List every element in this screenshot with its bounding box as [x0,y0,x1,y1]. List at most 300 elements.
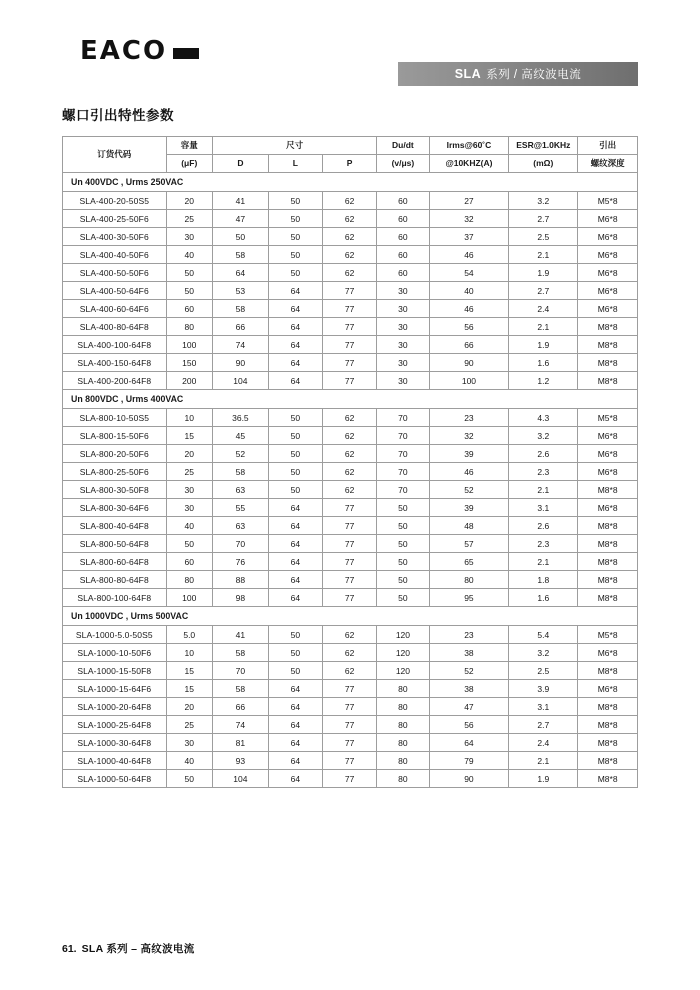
table-cell: M8*8 [578,589,638,607]
table-cell: M8*8 [578,535,638,553]
page-footer [62,941,195,956]
table-cell: 38 [429,644,509,662]
table-cell: 80 [377,752,429,770]
cell-order-code: SLA-800-30-50F8 [63,481,167,499]
table-cell: 60 [166,553,212,571]
table-cell: 62 [323,463,377,481]
logo-text: EACO [80,36,168,66]
table-cell: 50 [268,192,322,210]
header-dudt-unit: (v/μs) [377,155,429,173]
table-cell: M8*8 [578,336,638,354]
table-cell: 4.3 [509,409,578,427]
table-cell: 80 [166,318,212,336]
table-cell: 120 [377,644,429,662]
table-cell: 37 [429,228,509,246]
table-cell: 62 [323,264,377,282]
table-cell: 90 [429,770,509,788]
table-row [63,770,638,788]
cell-order-code: SLA-1000-15-50F8 [63,662,167,680]
table-cell: 2.3 [509,535,578,553]
table-header-row-top [63,137,638,155]
table-cell: 63 [212,481,268,499]
table-cell: 81 [212,734,268,752]
cell-order-code: SLA-800-30-64F6 [63,499,167,517]
table-cell: 66 [212,698,268,716]
table-cell: 2.6 [509,445,578,463]
table-cell: 54 [429,264,509,282]
table-cell: 64 [268,571,322,589]
table-cell: 62 [323,427,377,445]
table-cell: 90 [212,354,268,372]
table-cell: M8*8 [578,372,638,390]
table-cell: 80 [377,716,429,734]
table-cell: 5.0 [166,626,212,644]
table-row [63,517,638,535]
table-cell: 3.1 [509,499,578,517]
cell-order-code: SLA-800-20-50F6 [63,445,167,463]
table-cell: M6*8 [578,445,638,463]
table-cell: 77 [323,752,377,770]
table-cell: 2.1 [509,553,578,571]
cell-order-code: SLA-400-50-50F6 [63,264,167,282]
table-cell: 23 [429,626,509,644]
cell-order-code: SLA-800-40-64F8 [63,517,167,535]
cell-order-code: SLA-400-30-50F6 [63,228,167,246]
table-cell: 77 [323,517,377,535]
table-cell: 65 [429,553,509,571]
logo-bar-icon [173,48,199,59]
table-cell: 47 [429,698,509,716]
header-order-code: 订货代码 [63,137,167,173]
table-cell: 3.2 [509,192,578,210]
table-cell: 50 [268,210,322,228]
table-cell: 50 [268,246,322,264]
table-cell: 5.4 [509,626,578,644]
table-cell: 88 [212,571,268,589]
table-cell: M8*8 [578,354,638,372]
page-header [62,0,638,81]
header-dimensions: 尺寸 [212,137,376,155]
table-cell: 90 [429,354,509,372]
table-cell: 3.2 [509,644,578,662]
table-cell: 62 [323,445,377,463]
header-esr-unit: (mΩ) [509,155,578,173]
table-cell: 64 [268,734,322,752]
table-cell: 64 [268,354,322,372]
table-cell: M6*8 [578,210,638,228]
cell-order-code: SLA-1000-25-64F8 [63,716,167,734]
table-row [63,644,638,662]
table-cell: 2.7 [509,210,578,228]
table-cell: 62 [323,626,377,644]
cell-order-code: SLA-800-60-64F8 [63,553,167,571]
table-cell: 64 [268,680,322,698]
table-cell: 47 [212,210,268,228]
table-cell: 80 [429,571,509,589]
table-cell: 50 [268,644,322,662]
table-header [63,137,638,173]
table-row [63,481,638,499]
table-cell: M8*8 [578,698,638,716]
table-cell: 74 [212,336,268,354]
table-cell: 104 [212,372,268,390]
table-cell: M6*8 [578,499,638,517]
cell-order-code: SLA-800-25-50F6 [63,463,167,481]
table-cell: 30 [166,499,212,517]
table-cell: M8*8 [578,734,638,752]
table-cell: 77 [323,535,377,553]
table-cell: 39 [429,499,509,517]
table-cell: 60 [377,228,429,246]
table-cell: M8*8 [578,517,638,535]
table-cell: 55 [212,499,268,517]
table-cell: 30 [377,282,429,300]
table-cell: 100 [166,336,212,354]
table-cell: 64 [268,300,322,318]
table-cell: 60 [377,192,429,210]
table-cell: 2.4 [509,300,578,318]
table-cell: 1.8 [509,571,578,589]
table-cell: 77 [323,499,377,517]
table-cell: 30 [377,336,429,354]
table-cell: 2.1 [509,318,578,336]
table-cell: 62 [323,228,377,246]
table-cell: 1.6 [509,589,578,607]
table-cell: 25 [166,716,212,734]
table-cell: M6*8 [578,264,638,282]
table-cell: M8*8 [578,770,638,788]
table-cell: 15 [166,427,212,445]
table-cell: 2.3 [509,463,578,481]
table-cell: 10 [166,409,212,427]
table-cell: 52 [429,662,509,680]
table-cell: 20 [166,698,212,716]
cell-order-code: SLA-1000-30-64F8 [63,734,167,752]
table-cell: 50 [166,264,212,282]
table-cell: 64 [268,716,322,734]
table-cell: 64 [268,752,322,770]
table-cell: 58 [212,463,268,481]
cell-order-code: SLA-400-100-64F8 [63,336,167,354]
table-cell: 64 [268,282,322,300]
table-cell: 1.2 [509,372,578,390]
table-cell: 30 [377,372,429,390]
table-cell: 70 [377,427,429,445]
spec-table [62,136,638,788]
table-cell: 50 [166,282,212,300]
cell-order-code: SLA-400-60-64F6 [63,300,167,318]
table-row [63,300,638,318]
table-cell: 120 [377,626,429,644]
table-cell: 64 [268,499,322,517]
series-suffix: 系列 / 高纹波电流 [486,69,582,81]
table-cell: 30 [166,734,212,752]
cell-order-code: SLA-400-40-50F6 [63,246,167,264]
header-irms: Irms@60˚C [429,137,509,155]
table-cell: 77 [323,282,377,300]
table-cell: 3.1 [509,698,578,716]
table-cell: 70 [212,535,268,553]
table-cell: 100 [166,589,212,607]
table-cell: M8*8 [578,662,638,680]
table-cell: M6*8 [578,644,638,662]
table-cell: 80 [377,770,429,788]
cell-order-code: SLA-800-15-50F6 [63,427,167,445]
table-cell: 58 [212,680,268,698]
table-cell: 30 [166,481,212,499]
cell-order-code: SLA-1000-40-64F8 [63,752,167,770]
table-cell: 40 [166,752,212,770]
cell-order-code: SLA-400-25-50F6 [63,210,167,228]
table-cell: 30 [377,318,429,336]
table-cell: 50 [268,662,322,680]
table-cell: 60 [166,300,212,318]
table-cell: 50 [377,553,429,571]
table-cell: M5*8 [578,192,638,210]
table-cell: 70 [212,662,268,680]
table-cell: 3.9 [509,680,578,698]
brand-logo [80,36,199,66]
table-cell: 39 [429,445,509,463]
table-cell: 120 [377,662,429,680]
table-cell: 64 [268,517,322,535]
cell-order-code: SLA-800-50-64F8 [63,535,167,553]
table-cell: M6*8 [578,463,638,481]
footer-title: SLA 系列 – 高纹波电流 [81,943,195,955]
cell-order-code: SLA-800-10-50S5 [63,409,167,427]
table-row [63,210,638,228]
table-cell: 52 [212,445,268,463]
table-cell: 64 [268,535,322,553]
table-cell: 77 [323,336,377,354]
table-cell: 200 [166,372,212,390]
table-cell: 76 [212,553,268,571]
table-row [63,409,638,427]
table-cell: 40 [166,246,212,264]
table-cell: 25 [166,210,212,228]
table-cell: 64 [268,589,322,607]
table-cell: 77 [323,318,377,336]
table-cell: M8*8 [578,716,638,734]
table-cell: 77 [323,680,377,698]
table-cell: 56 [429,716,509,734]
table-cell: 50 [377,571,429,589]
table-cell: 60 [377,246,429,264]
table-cell: 95 [429,589,509,607]
table-cell: M5*8 [578,626,638,644]
table-row [63,192,638,210]
table-cell: 60 [377,264,429,282]
cell-order-code: SLA-1000-20-64F8 [63,698,167,716]
table-cell: 80 [377,698,429,716]
table-cell: 77 [323,589,377,607]
table-cell: 50 [268,264,322,282]
table-cell: 46 [429,300,509,318]
table-cell: M5*8 [578,409,638,427]
table-row [63,264,638,282]
table-row [63,698,638,716]
table-group-label: Un 1000VDC , Urms 500VAC [63,607,638,626]
table-cell: 80 [377,734,429,752]
table-row [63,716,638,734]
table-cell: 98 [212,589,268,607]
table-cell: 50 [377,535,429,553]
table-cell: 64 [268,318,322,336]
table-cell: 77 [323,354,377,372]
table-cell: 50 [377,589,429,607]
table-cell: 60 [377,210,429,228]
table-row [63,626,638,644]
header-capacitance-label: 容量 [180,140,198,151]
cell-order-code: SLA-1000-10-50F6 [63,644,167,662]
table-cell: 77 [323,698,377,716]
table-cell: 64 [268,553,322,571]
table-cell: 50 [268,445,322,463]
table-cell: 62 [323,210,377,228]
table-cell: 20 [166,445,212,463]
table-cell: 10 [166,644,212,662]
table-cell: 3.2 [509,427,578,445]
table-cell: 2.5 [509,662,578,680]
table-row [63,553,638,571]
header-capacitance [166,137,212,155]
table-cell: 56 [429,318,509,336]
table-cell: M6*8 [578,300,638,318]
cell-order-code: SLA-1000-50-64F8 [63,770,167,788]
table-cell: 53 [212,282,268,300]
table-cell: 64 [429,734,509,752]
table-cell: 50 [268,427,322,445]
table-row [63,445,638,463]
table-row [63,535,638,553]
table-cell: 64 [268,770,322,788]
header-d: D [212,155,268,173]
table-cell: 58 [212,246,268,264]
table-cell: 66 [429,336,509,354]
table-cell: 50 [377,499,429,517]
table-cell: 57 [429,535,509,553]
header-outlet: 引出 [578,137,638,155]
cell-order-code: SLA-400-200-64F8 [63,372,167,390]
table-cell: 50 [166,535,212,553]
table-row [63,282,638,300]
header-dudt: Du/dt [377,137,429,155]
table-group-row [63,173,638,192]
table-cell: 45 [212,427,268,445]
table-cell: 25 [166,463,212,481]
cell-order-code: SLA-800-80-64F8 [63,571,167,589]
table-cell: 2.7 [509,716,578,734]
table-cell: M6*8 [578,282,638,300]
table-cell: 104 [212,770,268,788]
table-cell: 2.7 [509,282,578,300]
table-cell: M6*8 [578,228,638,246]
table-group-row [63,390,638,409]
header-l: L [268,155,322,173]
header-p: P [323,155,377,173]
cell-order-code: SLA-400-80-64F8 [63,318,167,336]
table-cell: 50 [166,770,212,788]
table-cell: 150 [166,354,212,372]
table-cell: 62 [323,192,377,210]
table-cell: 40 [429,282,509,300]
table-row [63,571,638,589]
table-row [63,354,638,372]
table-cell: 66 [212,318,268,336]
table-row [63,463,638,481]
table-cell: 64 [268,698,322,716]
table-cell: 62 [323,409,377,427]
table-row [63,246,638,264]
table-cell: 1.6 [509,354,578,372]
table-cell: 50 [268,481,322,499]
table-cell: 77 [323,300,377,318]
table-group-row [63,607,638,626]
table-cell: 100 [429,372,509,390]
table-cell: M8*8 [578,318,638,336]
table-cell: 58 [212,300,268,318]
header-esr: ESR@1.0KHz [509,137,578,155]
series-banner [398,62,638,86]
table-cell: M8*8 [578,481,638,499]
header-irms-unit: @10KHZ(A) [429,155,509,173]
table-row [63,228,638,246]
table-cell: 1.9 [509,770,578,788]
table-cell: 1.9 [509,336,578,354]
table-cell: 62 [323,662,377,680]
table-cell: 64 [268,336,322,354]
table-cell: 32 [429,210,509,228]
cell-order-code: SLA-1000-5.0-50S5 [63,626,167,644]
table-cell: 77 [323,571,377,589]
table-cell: 15 [166,680,212,698]
table-row [63,318,638,336]
table-cell: 46 [429,246,509,264]
table-cell: 23 [429,409,509,427]
table-cell: 77 [323,770,377,788]
table-cell: 77 [323,372,377,390]
table-cell: M6*8 [578,427,638,445]
table-group-label: Un 800VDC , Urms 400VAC [63,390,638,409]
table-cell: 63 [212,517,268,535]
table-cell: 50 [268,626,322,644]
table-cell: 32 [429,427,509,445]
table-cell: 50 [268,409,322,427]
cell-order-code: SLA-1000-15-64F6 [63,680,167,698]
table-row [63,752,638,770]
table-cell: 50 [212,228,268,246]
table-cell: 30 [166,228,212,246]
table-cell: 62 [323,644,377,662]
table-cell: 48 [429,517,509,535]
cell-order-code: SLA-800-100-64F8 [63,589,167,607]
table-row [63,662,638,680]
table-cell: 58 [212,644,268,662]
table-cell: 15 [166,662,212,680]
table-cell: 27 [429,192,509,210]
table-cell: 36.5 [212,409,268,427]
table-cell: 2.6 [509,517,578,535]
table-cell: 77 [323,734,377,752]
header-capacitance-unit: (μF) [166,155,212,173]
table-cell: M8*8 [578,752,638,770]
table-row [63,372,638,390]
table-cell: 93 [212,752,268,770]
table-cell: 80 [166,571,212,589]
cell-order-code: SLA-400-20-50S5 [63,192,167,210]
table-cell: 38 [429,680,509,698]
table-cell: 2.5 [509,228,578,246]
